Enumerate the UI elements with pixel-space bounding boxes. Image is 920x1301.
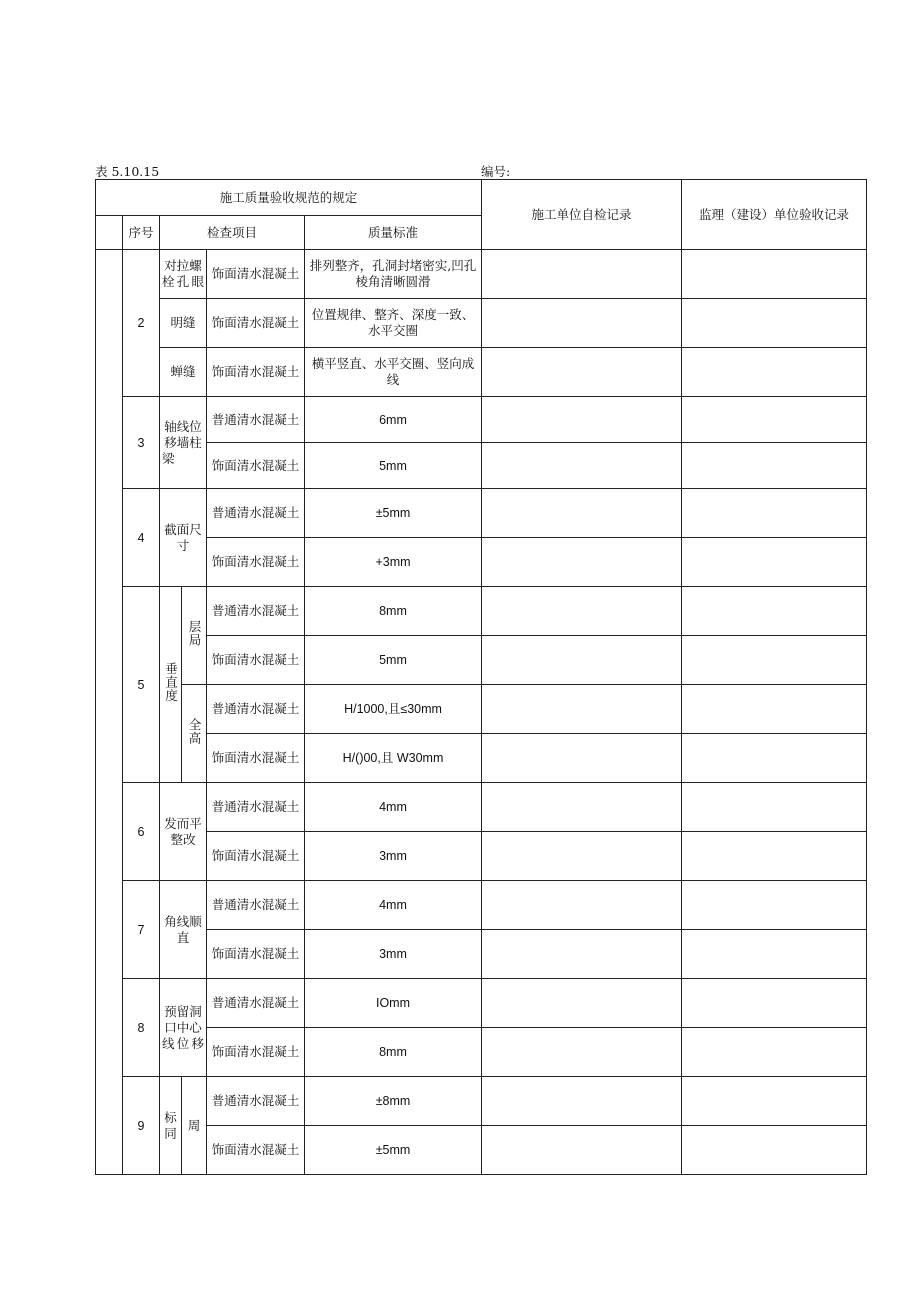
subitem-label: 全高	[187, 718, 202, 745]
standard-cell: 8mm	[305, 1028, 482, 1077]
subitem-cell	[182, 685, 207, 783]
spec-title: 施工质量验收规范的规定	[96, 180, 482, 216]
supervisor-record-cell	[682, 397, 867, 443]
table-row	[96, 348, 867, 397]
standard-cell: 6mm	[305, 397, 482, 443]
standard-cell: 3mm	[305, 930, 482, 979]
type-cell: 普通清水混凝土	[207, 587, 305, 636]
supervisor-record-cell	[682, 1077, 867, 1126]
seq-cell: 2	[123, 250, 160, 397]
supervisor-record-header: 监理（建设）单位验收记录	[682, 180, 867, 250]
table-row	[96, 489, 867, 538]
type-cell: 普通清水混凝土	[207, 685, 305, 734]
contractor-record-cell	[482, 1126, 682, 1175]
supervisor-record-cell	[682, 443, 867, 489]
standard-cell: 5mm	[305, 443, 482, 489]
type-cell: 饰面清水混凝土	[207, 443, 305, 489]
type-cell: 普通清水混凝土	[207, 979, 305, 1028]
table-row	[96, 783, 867, 832]
subitem-cell: 周	[182, 1077, 207, 1175]
standard-cell: ±8mm	[305, 1077, 482, 1126]
table-row	[96, 636, 867, 685]
standard-cell: 5mm	[305, 636, 482, 685]
table-row	[96, 979, 867, 1028]
table-row	[96, 397, 867, 443]
subitem-cell	[182, 587, 207, 685]
type-cell: 饰面清水混凝土	[207, 538, 305, 587]
type-cell: 饰面清水混凝土	[207, 299, 305, 348]
type-cell: 饰面清水混凝土	[207, 1028, 305, 1077]
seq-cell: 4	[123, 489, 160, 587]
supervisor-record-cell	[682, 685, 867, 734]
contractor-record-cell	[482, 443, 682, 489]
standard-cell: 4mm	[305, 783, 482, 832]
seq-cell: 7	[123, 881, 160, 979]
supervisor-record-cell	[682, 538, 867, 587]
type-cell: 普通清水混凝土	[207, 397, 305, 443]
supervisor-record-cell	[682, 348, 867, 397]
table-row	[96, 1028, 867, 1077]
contractor-record-cell	[482, 930, 682, 979]
contractor-record-cell	[482, 636, 682, 685]
table-row	[96, 881, 867, 930]
standard-cell: IOmm	[305, 979, 482, 1028]
contractor-record-cell	[482, 587, 682, 636]
seq-header: 序号	[123, 216, 160, 250]
table-row	[96, 587, 867, 636]
item-cell: 标同	[160, 1077, 182, 1175]
type-cell: 普通清水混凝土	[207, 1077, 305, 1126]
type-cell: 普通清水混凝土	[207, 489, 305, 538]
seq-cell: 3	[123, 397, 160, 489]
form-number-label: 编号:	[481, 164, 511, 179]
contractor-record-cell	[482, 1028, 682, 1077]
item-label: 垂直度	[163, 662, 179, 703]
supervisor-record-cell	[682, 783, 867, 832]
seq-cell: 8	[123, 979, 160, 1077]
item-cell: 明缝	[160, 299, 207, 348]
standard-cell: H/1000,且≤30mm	[305, 685, 482, 734]
type-cell: 普通清水混凝土	[207, 881, 305, 930]
type-cell: 饰面清水混凝土	[207, 348, 305, 397]
table-row	[96, 685, 867, 734]
type-cell: 饰面清水混凝土	[207, 832, 305, 881]
contractor-record-cell	[482, 979, 682, 1028]
item-cell: 轴线位移墙柱梁	[160, 397, 207, 489]
contractor-record-cell	[482, 685, 682, 734]
supervisor-record-cell	[682, 299, 867, 348]
contractor-record-cell	[482, 881, 682, 930]
type-cell: 普通清水混凝土	[207, 783, 305, 832]
contractor-record-cell	[482, 299, 682, 348]
seq-cell: 9	[123, 1077, 160, 1175]
contractor-record-cell	[482, 397, 682, 443]
supervisor-record-cell	[682, 587, 867, 636]
standard-header: 质量标准	[305, 216, 482, 250]
table-header-row	[96, 180, 867, 216]
item-cell: 预留洞口中心线位移	[160, 979, 207, 1077]
table-number: 表 5.10.15	[95, 164, 160, 179]
type-cell: 饰面清水混凝土	[207, 1126, 305, 1175]
supervisor-record-cell	[682, 1028, 867, 1077]
seq-cell: 6	[123, 783, 160, 881]
acceptance-table	[95, 179, 867, 1175]
contractor-record-header: 施工单位自检记录	[482, 180, 682, 250]
contractor-record-cell	[482, 783, 682, 832]
item-cell: 蝉缝	[160, 348, 207, 397]
type-cell: 饰面清水混凝土	[207, 250, 305, 299]
standard-cell: ±5mm	[305, 1126, 482, 1175]
contractor-record-cell	[482, 489, 682, 538]
standard-cell: ±5mm	[305, 489, 482, 538]
item-header: 检查项目	[160, 216, 305, 250]
table-row	[96, 734, 867, 783]
standard-cell: 位置规律、整齐、深度一致、水平交圈	[305, 299, 482, 348]
contractor-record-cell	[482, 1077, 682, 1126]
supervisor-record-cell	[682, 881, 867, 930]
contractor-record-cell	[482, 734, 682, 783]
table-row	[96, 299, 867, 348]
standard-cell: 4mm	[305, 881, 482, 930]
contractor-record-cell	[482, 832, 682, 881]
supervisor-record-cell	[682, 636, 867, 685]
item-cell	[160, 587, 182, 783]
table-row	[96, 1077, 867, 1126]
supervisor-record-cell	[682, 250, 867, 299]
table-row	[96, 443, 867, 489]
item-cell: 对拉螺栓孔眼	[160, 250, 207, 299]
standard-cell: 8mm	[305, 587, 482, 636]
table-row	[96, 538, 867, 587]
seq-cell: 5	[123, 587, 160, 783]
standard-cell: 排列整齐，孔洞封堵密实,凹孔棱角清晰圆滑	[305, 250, 482, 299]
supervisor-record-cell	[682, 979, 867, 1028]
item-cell: 角线顺直	[160, 881, 207, 979]
standard-cell: 3mm	[305, 832, 482, 881]
type-cell: 饰面清水混凝土	[207, 636, 305, 685]
contractor-record-cell	[482, 250, 682, 299]
blank-header-cell	[96, 216, 123, 250]
standard-cell: 横平竖直、水平交圈、竖向成线	[305, 348, 482, 397]
table-row	[96, 250, 867, 299]
contractor-record-cell	[482, 538, 682, 587]
subitem-label: 层局	[187, 620, 202, 647]
type-cell: 饰面清水混凝土	[207, 734, 305, 783]
standard-cell: H/()00,且 W30mm	[305, 734, 482, 783]
table-row	[96, 832, 867, 881]
item-cell: 发而平整改	[160, 783, 207, 881]
supervisor-record-cell	[682, 734, 867, 783]
contractor-record-cell	[482, 348, 682, 397]
supervisor-record-cell	[682, 489, 867, 538]
supervisor-record-cell	[682, 832, 867, 881]
blank-side-cell	[96, 250, 123, 1175]
table-row	[96, 1126, 867, 1175]
supervisor-record-cell	[682, 930, 867, 979]
standard-cell: +3mm	[305, 538, 482, 587]
type-cell: 饰面清水混凝土	[207, 930, 305, 979]
item-cell: 截面尺寸	[160, 489, 207, 587]
table-row	[96, 930, 867, 979]
supervisor-record-cell	[682, 1126, 867, 1175]
